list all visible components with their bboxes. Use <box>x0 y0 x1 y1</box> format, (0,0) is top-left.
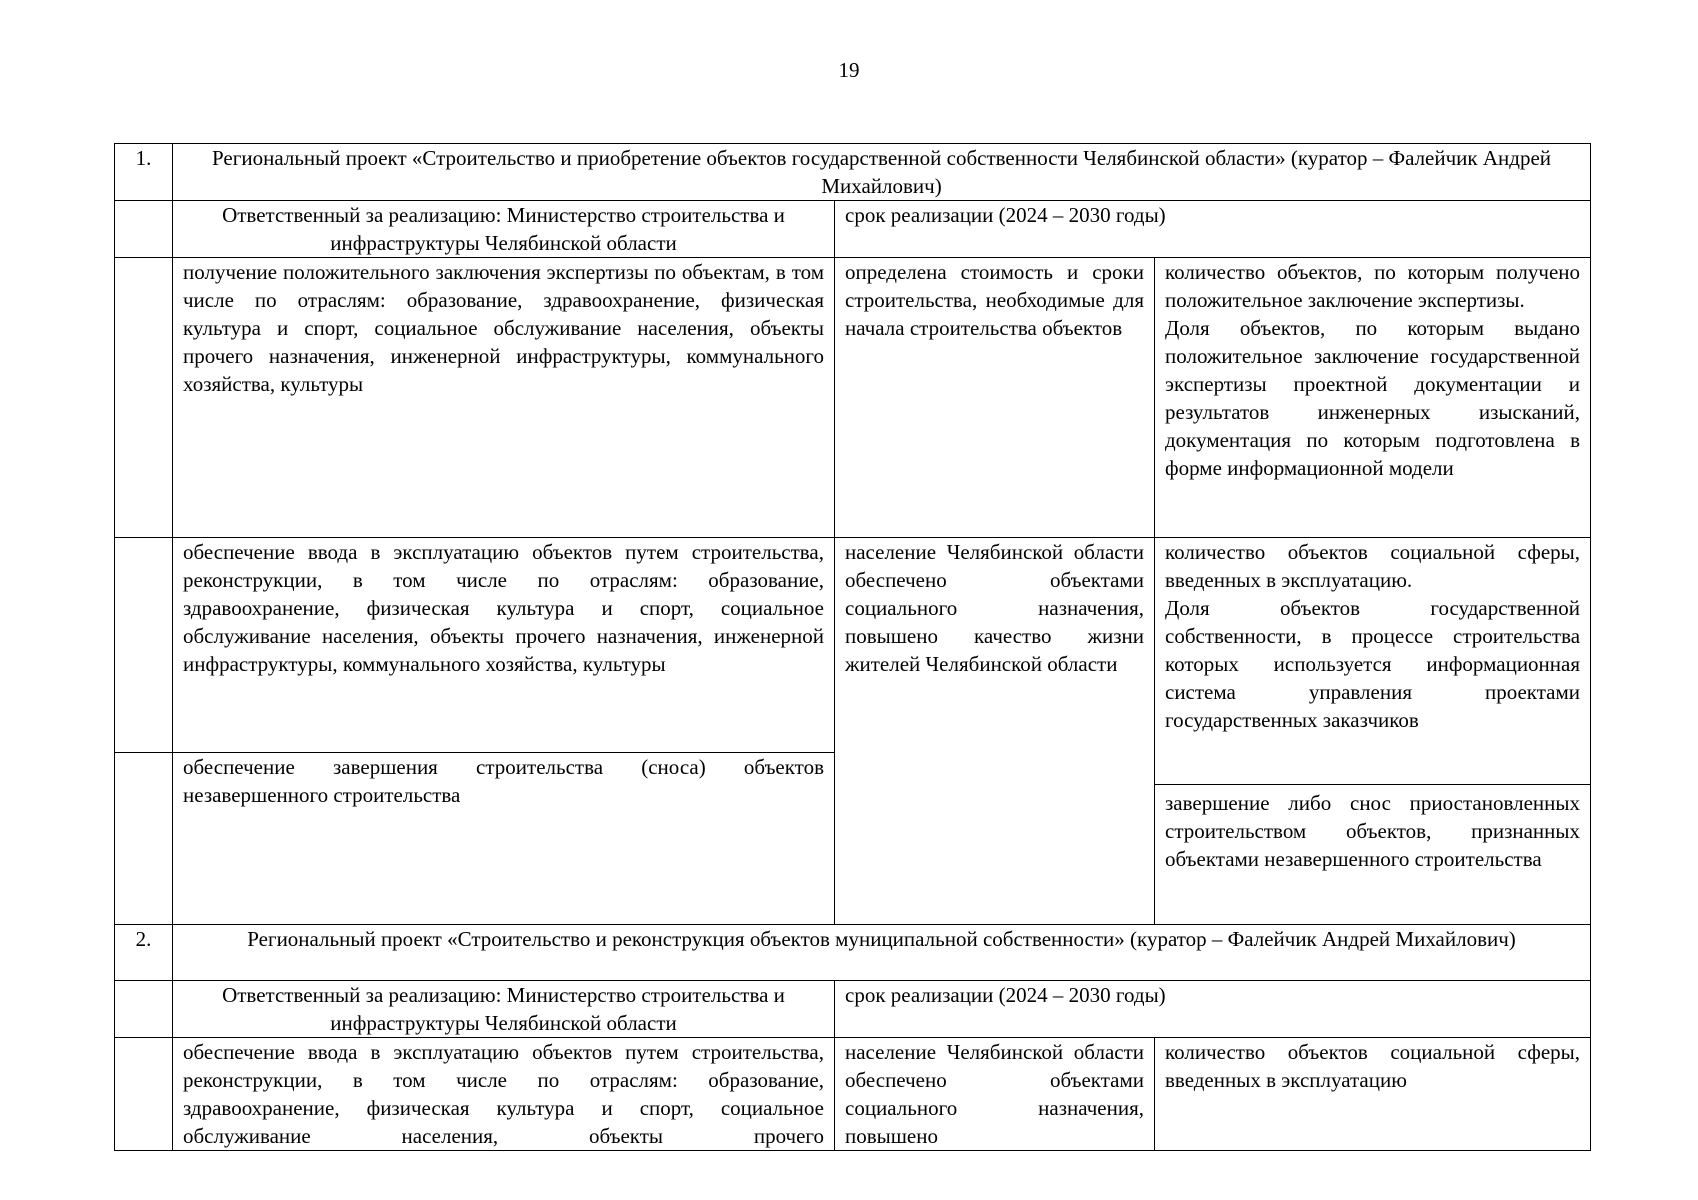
row-empty-cell <box>115 752 173 924</box>
project-2-header-row <box>115 924 1591 980</box>
project-2-number: 2. <box>115 924 173 980</box>
row-empty-cell <box>115 538 173 753</box>
project-1-row-1-effect: определена стоимость и сроки строительства, необходимые для начала строительства объектов <box>835 258 1155 538</box>
project-2-row-1-indicator: количество объектов социальной сферы, введенных в эксплуатацию <box>1155 1037 1591 1150</box>
project-2-term: срок реализации (2024 – 2030 годы) <box>835 980 1591 1037</box>
project-1-empty-cell <box>115 201 173 258</box>
projects-table <box>114 143 1591 1151</box>
row-empty-cell <box>115 258 173 538</box>
project-1-row-1-indicator: количество объектов, по которым получено положительное заключение экспертизы. Доля объектов, по которым выдано положительное заключение государственной экспертизы проектной документации и результатов инженерных изысканий, документация по которым подготовлена в форме информационной модели <box>1155 258 1591 538</box>
project-2-row-1 <box>115 1037 1591 1150</box>
project-2-row-1-effect: население Челябинской области обеспечено объектами социального назначения, повышено <box>835 1037 1155 1150</box>
page-number: 19 <box>838 58 860 82</box>
project-2-title: Региональный проект «Строительство и реконструкция объектов муниципальной собственности» (куратор – Фалейчик Андрей Михайлович) <box>173 924 1591 980</box>
project-1-row-3-indicator-cell <box>1155 752 1591 924</box>
project-2-row-1-task: обеспечение ввода в эксплуатацию объектов путем строительства, реконструкции, в том числе по отраслям: образование, здравоохранение, физическая культура и спорт, социальное обслуживание населения, объекты прочего <box>173 1037 835 1150</box>
project-2-responsible-row <box>115 980 1591 1037</box>
project-1-responsible: Ответственный за реализацию: Министерство строительства и инфраструктуры Челябинской области <box>173 201 835 258</box>
project-1-number: 1. <box>115 144 173 201</box>
row-empty-cell <box>115 1037 173 1150</box>
project-1-header-row <box>115 144 1591 201</box>
project-1-row-2-indicator: количество объектов социальной сферы, введенных в эксплуатацию. Доля объектов государственной собственности, в процессе строительства которых используется информационная система управления проектами государственных заказчиков <box>1155 538 1591 753</box>
project-2-responsible: Ответственный за реализацию: Министерство строительства и инфраструктуры Челябинской области <box>173 980 835 1037</box>
project-1-row-1-task: получение положительного заключения экспертизы по объектам, в том числе по отраслям: образование, здравоохранение, физическая культура и спорт, социальное обслуживание населения, объекты прочего назначения, инженерной инфраструктуры, коммунального хозяйства, культуры <box>173 258 835 538</box>
project-1-row-2 <box>115 538 1591 753</box>
project-1-row-3-indicator: завершение либо снос приостановленных строительством объектов, признанных объектами незавершенного строительства <box>1155 784 1590 873</box>
project-1-row-3-task: обеспечение завершения строительства (сноса) объектов незавершенного строительства <box>173 752 835 924</box>
project-2-empty-cell <box>115 980 173 1037</box>
project-1-term: срок реализации (2024 – 2030 годы) <box>835 201 1591 258</box>
project-1-row-2-task: обеспечение ввода в эксплуатацию объектов путем строительства, реконструкции, в том числе по отраслям: образование, здравоохранение, физическая культура и спорт, социальное обслуживание населения, объекты прочего назначения, инженерной инфраструктуры, коммунального хозяйства, культуры <box>173 538 835 753</box>
project-1-row-2-effect: население Челябинской области обеспечено объектами социального назначения, повышено качество жизни жителей Челябинской области <box>835 538 1155 925</box>
project-1-row-1 <box>115 258 1591 538</box>
project-1-title: Региональный проект «Строительство и приобретение объектов государственной собственности Челябинской области» (куратор – Фалейчик Андрей Михайлович) <box>173 144 1591 201</box>
project-1-responsible-row <box>115 201 1591 258</box>
